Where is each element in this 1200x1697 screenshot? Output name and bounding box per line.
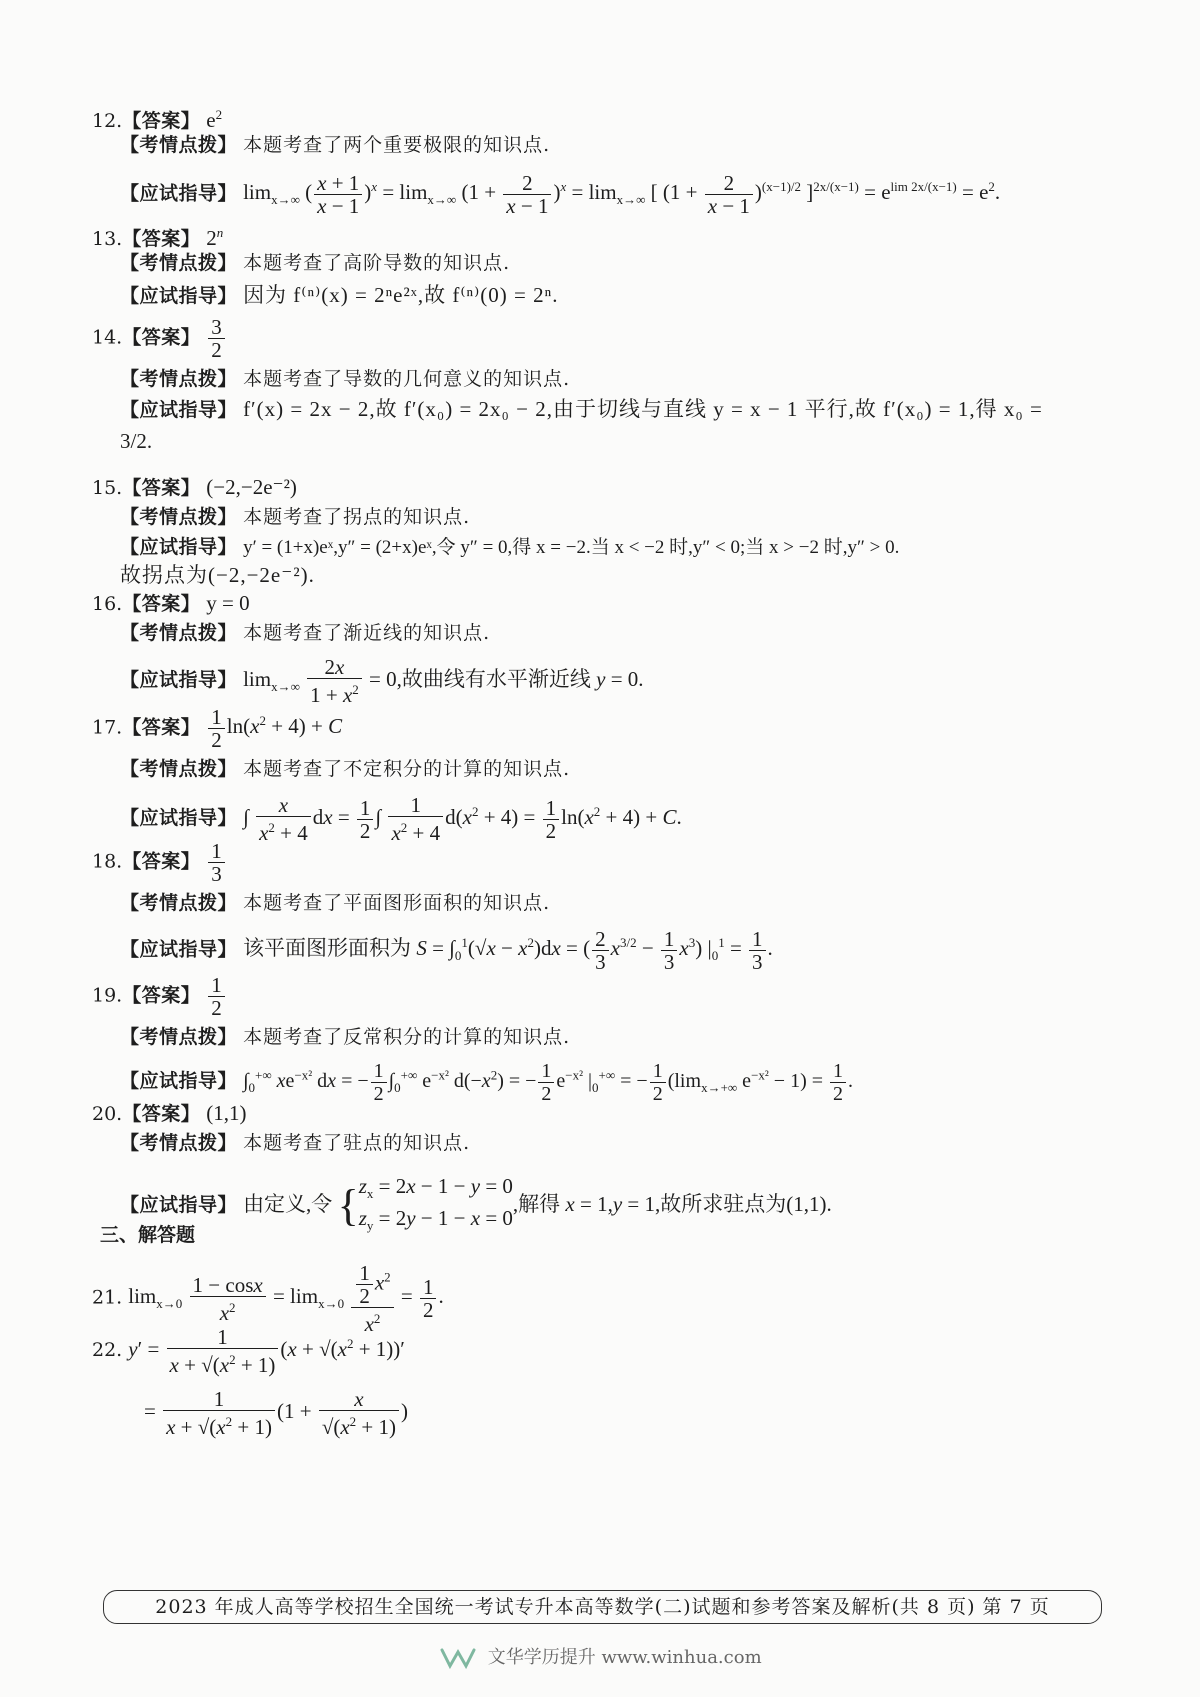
- guide-formula-continued: 3/2.: [120, 429, 153, 453]
- solution-line-1: y′ = $\frac{1}{x + √(x^2 + 1)}$ $(x + √(x^2 + 1))'$: [128, 1325, 405, 1377]
- answer-value: y = 0: [206, 591, 250, 615]
- guide-tag: 【应试指导】: [120, 285, 238, 307]
- point-tag: 【考情点拨】: [120, 758, 238, 780]
- question-number: 12.: [92, 110, 123, 132]
- guide-formula-continued: 故拐点为(−2,−2e⁻²).: [120, 563, 315, 587]
- guide-tag: 【应试指导】: [120, 399, 238, 421]
- answer-value: $\frac{3}{2}$: [206, 324, 227, 348]
- guide-tag: 【应试指导】: [120, 1194, 238, 1216]
- answer-tag: 【答案】: [122, 110, 201, 132]
- point-text: 本题考查了平面图形面积的知识点.: [243, 892, 551, 914]
- solution-line-2: = $\frac{1}{x + √(x^2 + 1)}$ (1 + $\frac{x}{√(x^2 + 1)}$ ): [144, 1387, 409, 1439]
- answer-value: $\frac{1}{2}$: [206, 982, 227, 1006]
- point-text: 本题考查了导数的几何意义的知识点.: [243, 368, 571, 390]
- point-tag: 【考情点拨】: [120, 134, 238, 156]
- guide-tag: 【应试指导】: [120, 806, 238, 829]
- question-number: 21.: [92, 1286, 123, 1309]
- answer-tag: 【答案】: [122, 228, 201, 250]
- question-number: 16.: [92, 593, 123, 615]
- guide-tag: 【应试指导】: [120, 182, 238, 205]
- point-text: 本题考查了反常积分的计算的知识点.: [243, 1026, 571, 1048]
- answer-tag: 【答案】: [122, 326, 201, 349]
- question-number: 20.: [92, 1103, 123, 1125]
- question-number: 15.: [92, 477, 123, 499]
- point-tag: 【考情点拨】: [120, 622, 238, 644]
- question-number: 19.: [92, 984, 123, 1007]
- winhua-logo-icon: [440, 1646, 476, 1670]
- answer-tag: 【答案】: [122, 477, 201, 499]
- point-text: 本题考查了拐点的知识点.: [243, 506, 471, 528]
- guide-formula: f′(x) = 2x − 2,故 f′(x₀) = 2x₀ − 2,由于切线与直线 y = x − 1 平行,故 f′(x₀) = 1,得 x₀ =: [243, 397, 1043, 421]
- watermark-text: 文华学历提升 www.winhua.com: [487, 1647, 762, 1668]
- guide-formula: $\int_0^{+\infty}$ $xe^{-x^2}$ dx = − $\frac{1}{2}$ $\int_0^{+\infty}$ $e^{-x^2}$ $d(-x^2)$ = − $\frac{1}{2}$ $e^{-x^2}$ $|_0^{+\infty}$ = − $\frac{1}{2}$ ($\lim_{x\to+\infty}$ $e^{-x^2} - 1$) = $\frac{1}{2}$ .: [243, 1060, 854, 1105]
- guide-tag: 【应试指导】: [120, 938, 238, 961]
- point-tag: 【考情点拨】: [120, 368, 238, 390]
- answer-tag: 【答案】: [122, 984, 201, 1007]
- guide-tag: 【应试指导】: [120, 536, 238, 558]
- guide-formula: 该平面图形面积为 $S = \int_0^1(√x - x^2)dx$ = ( $\frac{2}{3}$ $x^{3/2}$ − $\frac{1}{3}$ $x^3$) $|_0^1$ = $\frac{1}{3}$ .: [243, 927, 773, 974]
- point-text: 本题考查了不定积分的计算的知识点.: [243, 758, 571, 780]
- answer-value: (−2,−2e⁻²): [206, 475, 297, 499]
- answer-tag: 【答案】: [122, 1103, 201, 1125]
- guide-tag: 【应试指导】: [120, 1070, 238, 1093]
- guide-formula: ∫ $\frac{x}{x^2 + 4}$ dx = $\frac{1}{2}$ ∫ $\frac{1}{x^2 + 4}$ $d(x^2 + 4)$ = $\frac{1}{2}$ $\ln(x^2 + 4) + C$.: [243, 793, 682, 845]
- question-number: 18.: [92, 850, 123, 873]
- answer-value: (1,1): [206, 1101, 247, 1125]
- answer-tag: 【答案】: [122, 593, 201, 615]
- question-number: 14.: [92, 326, 123, 349]
- answer-value: $\frac{1}{3}$: [206, 848, 227, 872]
- question-number: 22.: [92, 1338, 123, 1361]
- guide-formula: 由定义,令 {$z_x = 2x - 1 - y = 0$ $z_y = 2y - 1 - x = 0$,解得 x = 1,y = 1,故所求驻点为(1,1).: [243, 1174, 832, 1234]
- answer-value: 2$^n$: [206, 225, 224, 250]
- answer-tag: 【答案】: [122, 716, 201, 739]
- point-text: 本题考查了渐近线的知识点.: [243, 622, 491, 644]
- watermark: [440, 1643, 762, 1670]
- answer-tag: 【答案】: [122, 850, 201, 873]
- answer-value: $e^2$: [206, 107, 223, 132]
- section-heading: 三、解答题: [100, 1224, 196, 1246]
- question-number: 13.: [92, 228, 123, 250]
- point-tag: 【考情点拨】: [120, 506, 238, 528]
- guide-tag: 【应试指导】: [120, 668, 238, 691]
- question-number: 17.: [92, 716, 123, 739]
- point-tag: 【考情点拨】: [120, 1026, 238, 1048]
- point-tag: 【考情点拨】: [120, 1132, 238, 1154]
- point-text: 本题考查了高阶导数的知识点.: [243, 252, 511, 274]
- point-tag: 【考情点拨】: [120, 892, 238, 914]
- page-footer: 2023 年成人高等学校招生全国统一考试专升本高等数学(二)试题和参考答案及解析(共 8 页) 第 7 页: [103, 1590, 1102, 1624]
- guide-formula: $\lim_{x\to\infty}$ $\frac{2x}{1 + x^2}$ = 0,故曲线有水平渐近线 y = 0.: [243, 655, 644, 707]
- guide-formula: $\lim_{x\to\infty}$ ( $\frac{x + 1}{x - 1}$ )$^x = \lim_{x\to\infty} (1$ + $\frac{2}{x - 1}$ )$^x = \lim_{x\to\infty}$ [ (1 + $\frac{2}{x - 1}$ )$^{(x-1)/2}$ ]$^{2x/(x-1)} = e^{lim 2x/(x-1)} = e^2$.: [243, 171, 1001, 218]
- point-tag: 【考情点拨】: [120, 252, 238, 274]
- guide-formula: 因为 f⁽ⁿ⁾(x) = 2ⁿe²ˣ,故 f⁽ⁿ⁾(0) = 2ⁿ.: [243, 283, 559, 307]
- point-text: 本题考查了两个重要极限的知识点.: [243, 134, 551, 156]
- point-text: 本题考查了驻点的知识点.: [243, 1132, 471, 1154]
- guide-formula: y′ = (1+x)eˣ,y″ = (2+x)eˣ,令 y″ = 0,得 x = −2.当 x < −2 时,y″ < 0;当 x > −2 时,y″ > 0.: [243, 537, 900, 558]
- answer-value: $\frac{1}{2}$ $\ln(x^2 + 4) + C$: [206, 714, 342, 738]
- solution-formula: $\lim_{x\to 0}$ $\frac{1 - \cos x}{x^2}$ = $\lim_{x\to 0}$ $\frac{1}{2}$ $x^2$ $x^2$ = $\frac{1}{2}$ .: [128, 1261, 444, 1336]
